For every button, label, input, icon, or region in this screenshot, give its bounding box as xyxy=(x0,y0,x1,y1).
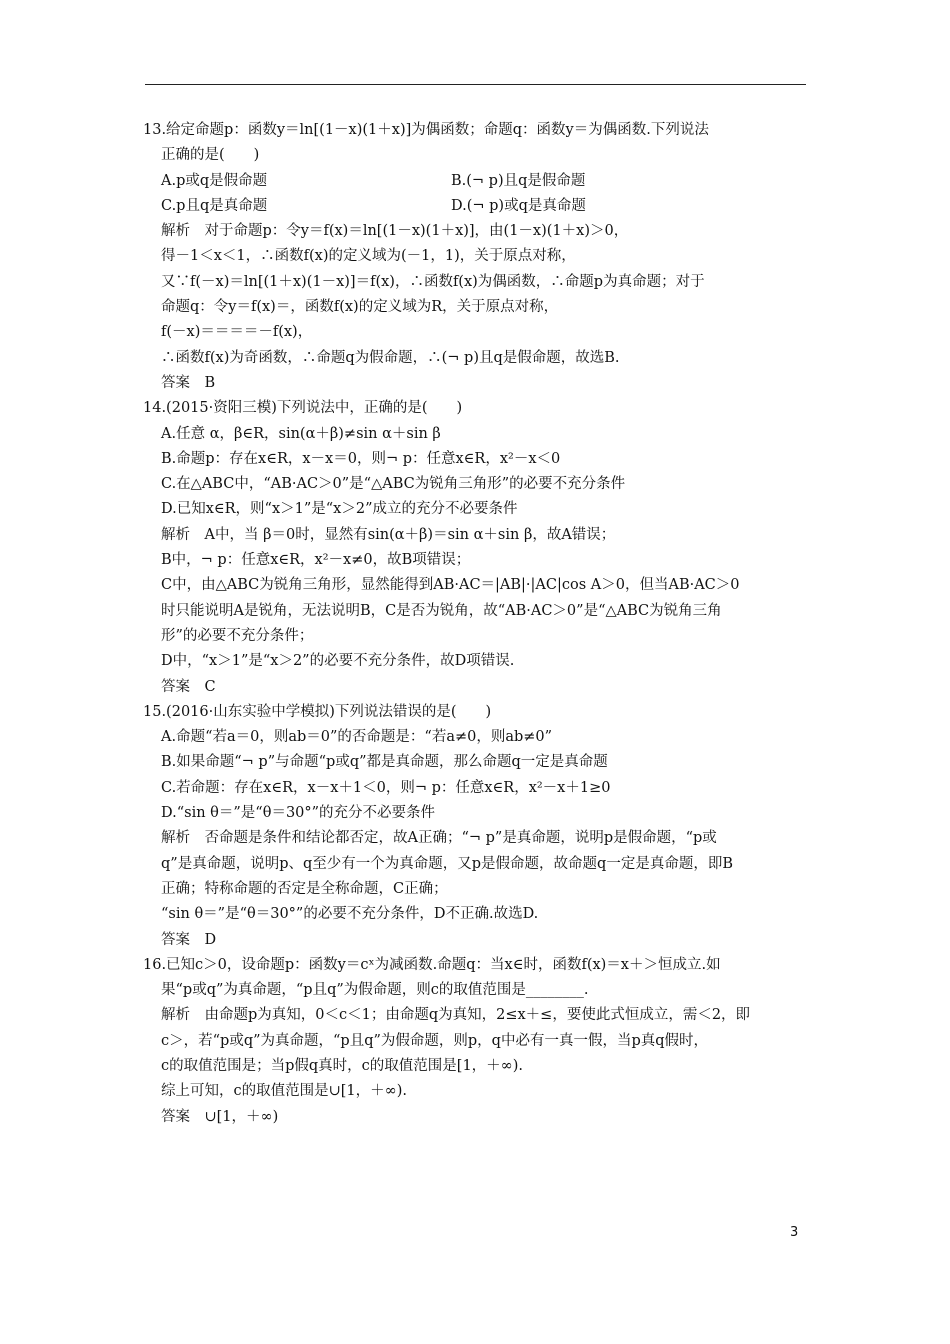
q13-option-b: B.(¬ p)且q是假命题 xyxy=(451,172,586,189)
q14-solution-line: 解析 A中，当 β＝0时，显然有sin(α＋β)＝sin α＋sin β，故A错误； xyxy=(161,526,616,543)
question-16 xyxy=(143,953,823,1130)
page-content xyxy=(143,118,823,1130)
q13-solution-line: ∴函数f(x)为奇函数，∴命题q为假命题，∴(¬ p)且q是假命题，故选B. xyxy=(161,349,620,366)
q15-solution-line: 解析 否命题是条件和结论都否定，故A正确；“¬ p”是真命题，说明p是假命题，“p或 xyxy=(161,830,717,847)
q13-solution-line: 命题q：令y＝f(x)＝，函数f(x)的定义域为R，关于原点对称， xyxy=(161,299,559,316)
q13-solution-line: f(－x)＝＝＝＝－f(x)， xyxy=(161,324,313,341)
q16-solution-line: c＞，若“p或q”为真命题，“p且q”为假命题，则p，q中必有一真一假，当p真q假时， xyxy=(161,1032,709,1049)
q13-option-c: C.p且q是真命题 xyxy=(161,197,268,214)
q16-solution-line: 综上可知，c的取值范围是∪[1，＋∞). xyxy=(161,1083,407,1100)
q16-stem-line-1: 16.已知c＞0，设命题p：函数y＝cˣ为减函数.命题q：当x∈时，函数f(x)＝x＋＞恒成立.如 xyxy=(143,956,721,973)
q15-option-d: D.“sin θ＝”是“θ＝30°”的充分不必要条件 xyxy=(161,805,436,822)
header-rule xyxy=(145,84,806,85)
q13-answer: 答案 B xyxy=(161,374,216,391)
q13-solution-line: 得－1＜x＜1，∴函数f(x)的定义域为(－1，1)，关于原点对称， xyxy=(161,248,576,265)
q13-stem-line-1: 13.给定命题p：函数y＝ln[(1－x)(1＋x)]为偶函数；命题q：函数y＝为偶函数.下列说法 xyxy=(143,122,709,138)
q15-solution-line: 正确；特称命题的否定是全称命题，C正确； xyxy=(161,880,448,897)
q14-solution-line: B中，¬ p：任意x∈R，x²－x≠0，故B项错误； xyxy=(161,552,471,569)
q15-solution-line: “sin θ＝”是“θ＝30°”的必要不充分条件，D不正确.故选D. xyxy=(161,906,539,923)
question-13 xyxy=(143,118,823,396)
q15-option-a: A.命题“若a＝0，则ab＝0”的否命题是：“若a≠0，则ab≠0” xyxy=(161,729,553,746)
q16-solution-line: 解析 由命题p为真知，0＜c＜1；由命题q为真知，2≤x＋≤，要使此式恒成立，需＜2，即 xyxy=(161,1007,751,1024)
q13-options-row-2 xyxy=(143,194,823,219)
q13-option-d: D.(¬ p)或q是真命题 xyxy=(451,197,586,214)
q13-solution-line: 解析 对于命题p：令y＝f(x)＝ln[(1－x)(1＋x)]，由(1－x)(1＋x)＞0， xyxy=(161,223,629,240)
page-number: 3 xyxy=(790,1225,799,1240)
q15-stem: 15.(2016·山东实验中学模拟)下列说法错误的是( ) xyxy=(143,703,492,720)
q15-option-b: B.如果命题“¬ p”与命题“p或q”都是真命题，那么命题q一定是真命题 xyxy=(161,754,608,771)
q16-solution-line: c的取值范围是；当p假q真时，c的取值范围是[1，＋∞). xyxy=(161,1057,524,1074)
q14-option-d: D.已知x∈R，则“x＞1”是“x＞2”成立的充分不必要条件 xyxy=(161,501,518,518)
q14-option-a: A.任意 α，β∈R，sin(α＋β)≠sin α＋sin β xyxy=(161,425,441,442)
q14-answer: 答案 C xyxy=(161,678,216,695)
q15-answer: 答案 D xyxy=(161,931,217,948)
q14-solution-line: 时只能说明A是锐角，无法说明B，C是否为锐角，故“AB·AC＞0”是“△ABC为锐角三角 xyxy=(161,602,722,619)
q14-solution-line: 形”的必要不充分条件； xyxy=(161,627,314,644)
q14-solution-line: D中，“x＞1”是“x＞2”的必要不充分条件，故D项错误. xyxy=(161,653,515,670)
q15-solution-line: q”是真命题，说明p、q至少有一个为真命题，又p是假命题，故命题q一定是真命题，即B xyxy=(161,855,733,872)
question-15 xyxy=(143,700,823,953)
q14-option-b: B.命题p：存在x∈R，x－x＝0，则¬ p：任意x∈R，x²－x＜0 xyxy=(161,450,561,467)
q16-answer: 答案 ∪[1，＋∞) xyxy=(161,1108,279,1125)
q14-stem: 14.(2015·资阳三模)下列说法中，正确的是( ) xyxy=(143,400,463,417)
q15-option-c: C.若命题：存在x∈R，x－x＋1＜0，则¬ p：任意x∈R，x²－x＋1≥0 xyxy=(161,779,611,796)
q14-solution-line: C中，由△ABC为锐角三角形，显然能得到AB·AC＝|AB|·|AC|cos A＞0，但当AB·AC＞0 xyxy=(161,577,740,594)
q13-option-a: A.p或q是假命题 xyxy=(161,172,268,189)
q14-option-c: C.在△ABC中，“AB·AC＞0”是“△ABC为锐角三角形”的必要不充分条件 xyxy=(161,476,626,493)
q16-stem-line-2: 果“p或q”为真命题，“p且q”为假命题，则c的取值范围是________. xyxy=(161,982,589,999)
question-14 xyxy=(143,396,823,700)
q13-options-row-1 xyxy=(143,169,823,194)
q13-stem-line-2: 正确的是( ) xyxy=(161,147,260,164)
q13-solution-line: 又∵f(－x)＝ln[(1＋x)(1－x)]＝f(x)，∴函数f(x)为偶函数，∴命题p为真命题；对于 xyxy=(161,273,705,290)
